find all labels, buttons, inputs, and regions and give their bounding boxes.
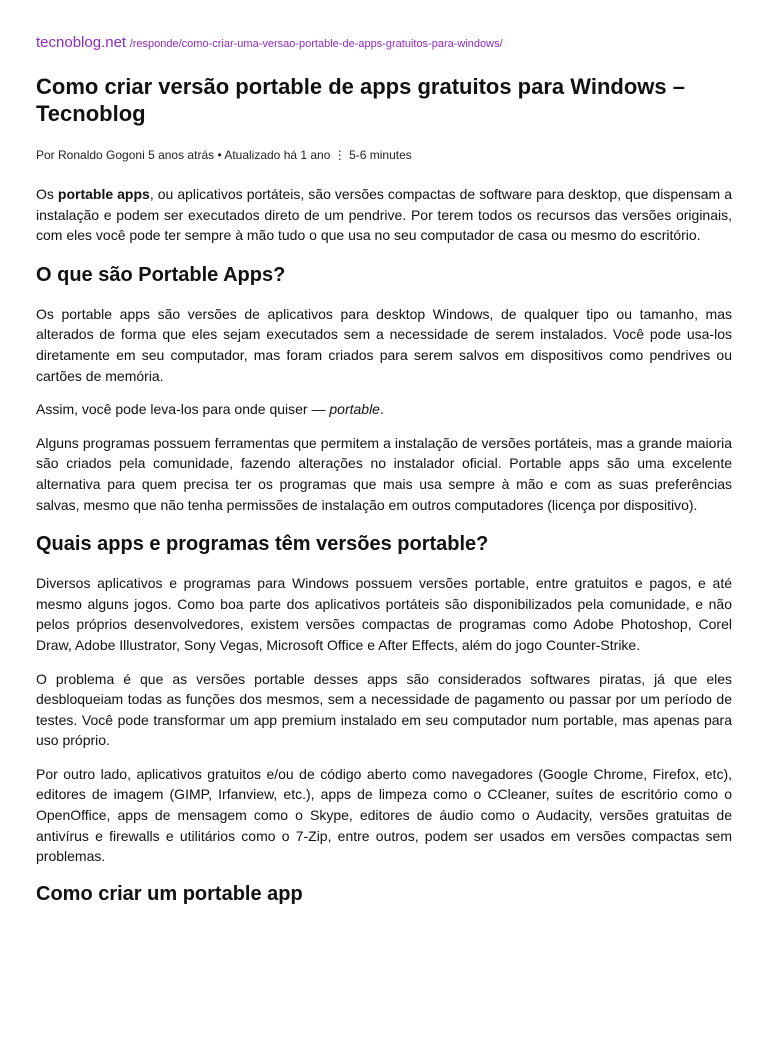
site-domain-link[interactable]: tecnoblog.net <box>36 34 127 51</box>
article-title: Como criar versão portable de apps gratuitos para Windows – Tecnoblog <box>36 74 685 126</box>
section1-paragraph-1: Os portable apps são versões de aplicativos para desktop Windows, de qualquer tipo ou tamanho, mas alterados de forma que eles sejam executados sem a necessidade de serem instalados. Você pode usa-los diretamente em seu computador, mas foram criados para serem salvos em dispositivos como pendrives ou cartões de memória. <box>36 305 732 384</box>
section2-paragraph-2: O problema é que as versões portable desses apps são considerados softwares piratas, já que eles desbloqueiam todas as funções dos mesmos, sem a necessidade de pagamento ou passar por um período de testes. Você pode transformar um app premium instalado em seu computador num portable, mas apenas para uso próprio. <box>36 670 732 749</box>
intro-paragraph <box>36 184 732 246</box>
article-page <box>0 34 768 907</box>
section2-paragraph-1: Diversos aplicativos e programas para Windows possuem versões portable, entre gratuitos e pagos, e até mesmo alguns jogos. Como boa parte dos aplicativos portáteis são disponibilizados pela comunidade, e não pelos próprios desenvolvedores, existem versões compactas de programas como Adobe Photoshop, Corel Draw, Adobe Illustrator, Sony Vegas, Microsoft Office e After Effects, além do jogo Counter-Strike. <box>36 575 732 653</box>
intro-bold-term: portable apps <box>57 186 150 202</box>
section1-paragraph-2 <box>36 399 732 420</box>
heading-what-are-portable-apps: O que são Portable Apps? <box>36 263 286 286</box>
section1-paragraph-3: Alguns programas possuem ferramentas que permitem a instalação de versões portáteis, mas a grande maioria são criados pela comunidade, fazendo alterações no instalador oficial. Portable apps são uma excelente alternativa para quem precisa ter os programas que mais usa sempre à mão e com as suas preferências salvas, mesmo que não tenha permissões de instalação em outros computadores (licença por dispositivo). <box>36 434 732 513</box>
intro-text-rest: , ou aplicativos portáteis, são versões compactas de software para desktop, que dispensam a instalação e podem ser executados direto de um pendrive. Por terem todos os recursos das versões originais, com eles você pode ter sempre à mão tudo o que usa no seu computador de casa ou mesmo do escritório. <box>36 186 732 244</box>
source-url <box>36 34 732 53</box>
section1-p2-italic: portable <box>329 401 380 418</box>
heading-which-apps: Quais apps e programas têm versões portable? <box>36 533 489 556</box>
section2-paragraph-3: Por outro lado, aplicativos gratuitos e/ou de código aberto como navegadores (Google Chrome, Firefox, etc), editores de imagem (GIMP, Irfanview, etc.), apps de limpeza como o CCleaner, suítes de escritório como o OpenOffice, apps de mensagem como o Skype, editores de áudio como o Audacity, versões gratuitas de antivírus e firewalls e utilitários como o 7-Zip, entre outros, podem ser usados em versões compactas sem problemas. <box>36 765 732 865</box>
article-path-link[interactable]: /responde/como-criar-uma-versao-portable-de-apps-gratuitos-para-windows/ <box>129 38 503 50</box>
section1-p2-end: . <box>379 401 384 418</box>
heading-how-to-create: Como criar um portable app <box>36 882 303 905</box>
intro-text-start: Os <box>36 186 58 202</box>
section1-p2-text: Assim, você pode leva-los para onde quiser — <box>36 401 330 418</box>
article-byline: Por Ronaldo Gogoni 5 anos atrás • Atualizado há 1 ano ⋮ 5-6 minutes <box>36 148 412 162</box>
